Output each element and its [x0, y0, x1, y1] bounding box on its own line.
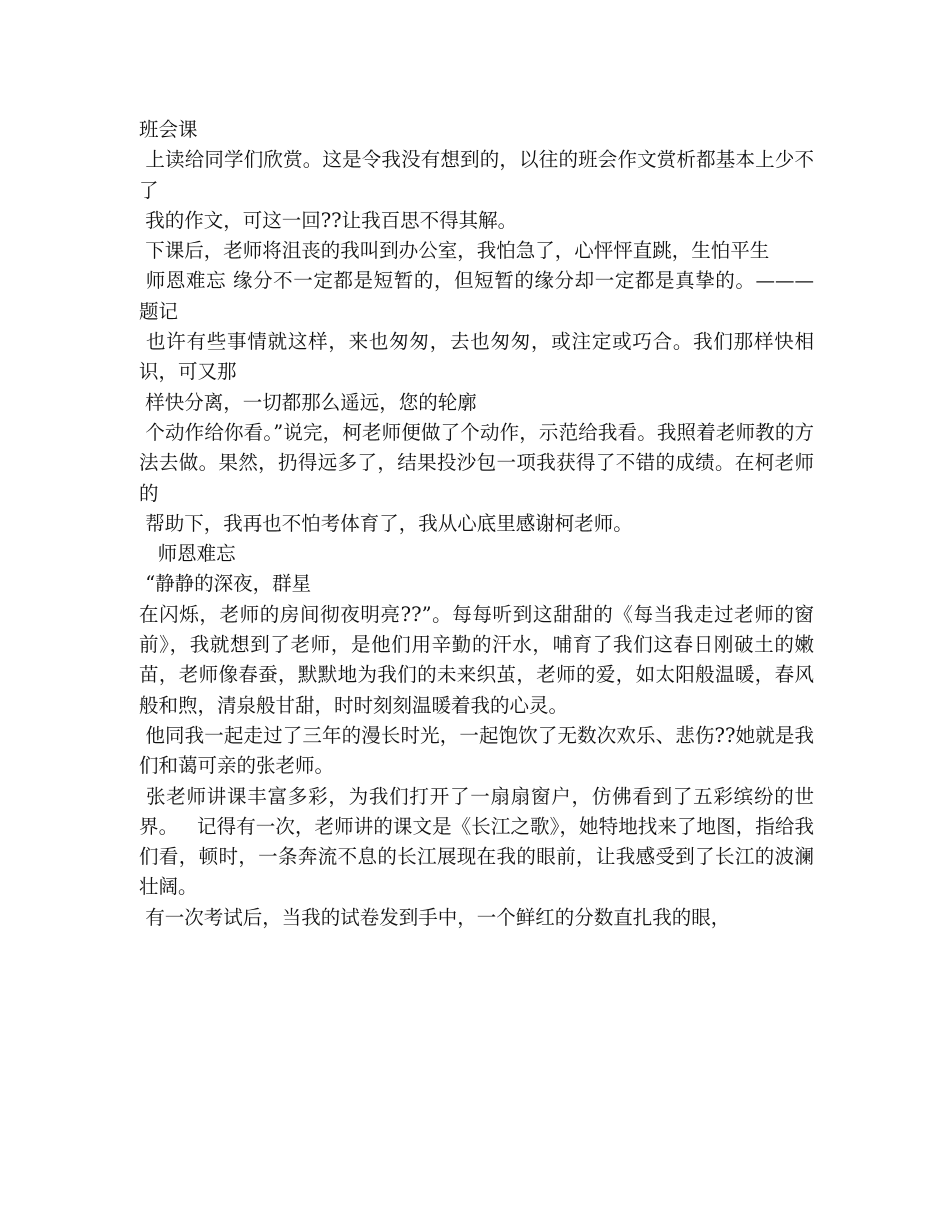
document-body — [139, 115, 814, 933]
paragraph: 下课后，老师将沮丧的我叫到办公室，我怕急了，心怦怦直跳，生怕平生 — [139, 239, 770, 263]
paragraph: 有一次考试后，当我的试卷发到手中，一个鲜红的分数直扎我的眼， — [139, 905, 731, 929]
paragraph: 也许有些事情就这样，来也匆匆，去也匆匆，或注定或巧合。我们那样快相识，可又那 — [139, 330, 814, 384]
paragraph: 他同我一起走过了三年的漫长时光，一起饱饮了无数次欢乐、悲伤??她就是我们和蔼可亲的张老师。 — [139, 723, 814, 778]
paragraph: “静静的深夜，群星 — [139, 572, 312, 596]
paragraph: 个动作给你看。”说完，柯老师便做了个动作，示范给我看。我照着老师教的方法去做。果然，扔得远多了，结果投沙包一项我获得了不错的成绩。在柯老师的 — [139, 420, 814, 505]
paragraph: 师恩难忘 缘分不一定都是短暂的，但短暂的缘分却一定都是真挚的。———题记 — [139, 269, 814, 323]
paragraph: 样快分离，一切都那么遥远，您的轮廓 — [139, 390, 477, 414]
paragraph: 我的作文，可这一回??让我百思不得其解。 — [139, 208, 518, 232]
paragraph: 帮助下，我再也不怕考体育了，我从心底里感谢柯老师。 — [139, 511, 633, 535]
paragraph: 班会课 — [139, 118, 198, 141]
paragraph: 张老师讲课丰富多彩，为我们打开了一扇扇窗户，仿佛看到了五彩缤纷的世界。 记得有一次，老师讲的课文是《长江之歌》，她特地找来了地图，指给我们看，顿时，一条奔流不息的长江展现在我的眼前，让我感受到了长江的波澜壮阔。 — [139, 784, 814, 899]
paragraph: 上读给同学们欣赏。这是令我没有想到的，以往的班会作文赏析都基本上少不了 — [139, 148, 814, 202]
section-heading: 师恩难忘 — [139, 542, 236, 566]
paragraph: 在闪烁，老师的房间彻夜明亮??”。每每听到这甜甜的《每当我走过老师的窗前》，我就想到了老师，是他们用辛勤的汗水，哺育了我们这春日刚破土的嫩苗，老师像春蚕，默默地为我们的未来织茧，老师的爱，如太阳般温暖，春风般和煦，清泉般甘甜，时时刻刻温暖着我的心灵。 — [139, 602, 814, 717]
